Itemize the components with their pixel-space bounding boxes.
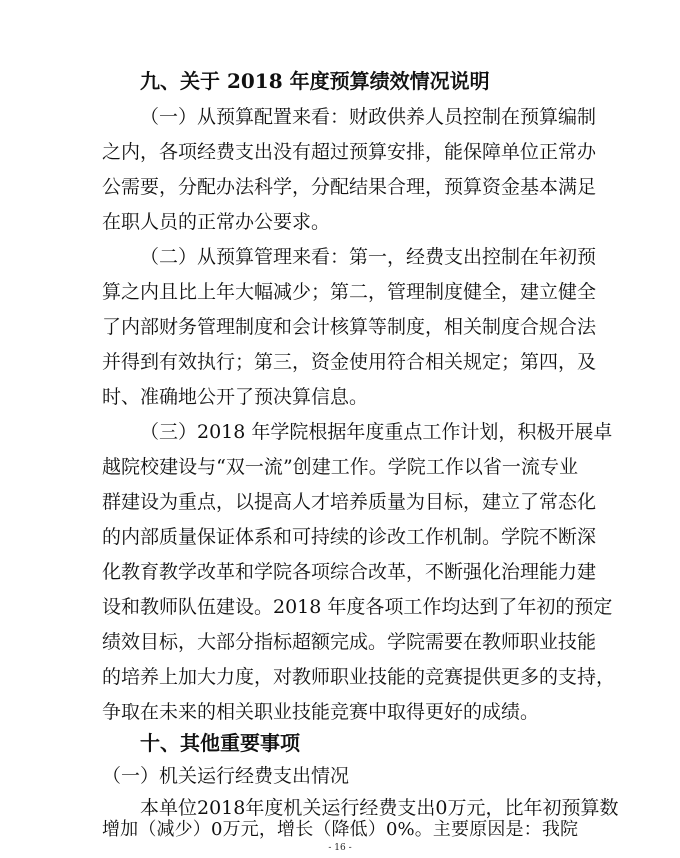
paragraph-line: 公需要，分配办法科学，分配结果合理，预算资金基本满足 [102, 176, 597, 198]
paragraph-line: （一）从预算配置来看：财政供养人员控制在预算编制 [140, 106, 597, 128]
section-9-heading: 九、关于 2018 年度预算绩效情况说明 [140, 69, 490, 93]
paragraph-line: 设和教师队伍建设。2018 年度各项工作均达到了年初的预定 [102, 596, 613, 618]
paragraph-line: 化教育教学改革和学院各项综合改革，不断强化治理能力建 [102, 561, 597, 583]
section-10-heading: 十、其他重要事项 [140, 731, 300, 755]
paragraph-line: 越院校建设与“双一流”创建工作。学院工作以省一流专业 [102, 456, 578, 478]
paragraph-line: 了内部财务管理制度和会计核算等制度，相关制度合规合法 [102, 316, 597, 338]
paragraph-line: 算之内且比上年大幅减少；第二，管理制度健全，建立健全 [102, 281, 597, 303]
paragraph-line: 的培养上加大力度，对教师职业技能的竞赛提供更多的支持， [102, 666, 616, 688]
paragraph-line: （三）2018 年学院根据年度重点工作计划，积极开展卓 [140, 421, 613, 443]
paragraph-line: 群建设为重点，以提高人才培养质量为目标，建立了常态化 [102, 491, 597, 513]
paragraph-line: 时、准确地公开了预决算信息。 [102, 386, 369, 408]
paragraph-line: 绩效目标，大部分指标超额完成。学院需要在教师职业技能 [102, 631, 597, 653]
page-number: - 16 - [328, 843, 352, 853]
section-10-subheading: （一）机关运行经费支出情况 [102, 765, 350, 787]
paragraph-line: 之内，各项经费支出没有超过预算安排，能保障单位正常办 [102, 141, 597, 163]
paragraph-line: （二）从预算管理来看：第一，经费支出控制在年初预 [140, 246, 597, 268]
paragraph-line: 并得到有效执行；第三，资金使用符合相关规定；第四，及 [102, 351, 597, 373]
paragraph-line: 争取在未来的相关职业技能竞赛中取得更好的成绩。 [102, 701, 540, 723]
paragraph-line: 在职人员的正常办公要求。 [102, 211, 331, 233]
paragraph-line: 的内部质量保证体系和可持续的诊改工作机制。学院不断深 [102, 526, 597, 548]
paragraph-line: 增加（减少）0万元，增长（降低）0%。主要原因是：我院 [102, 819, 578, 840]
paragraph-line: 本单位2018年度机关运行经费支出0万元，比年初预算数 [140, 797, 619, 819]
